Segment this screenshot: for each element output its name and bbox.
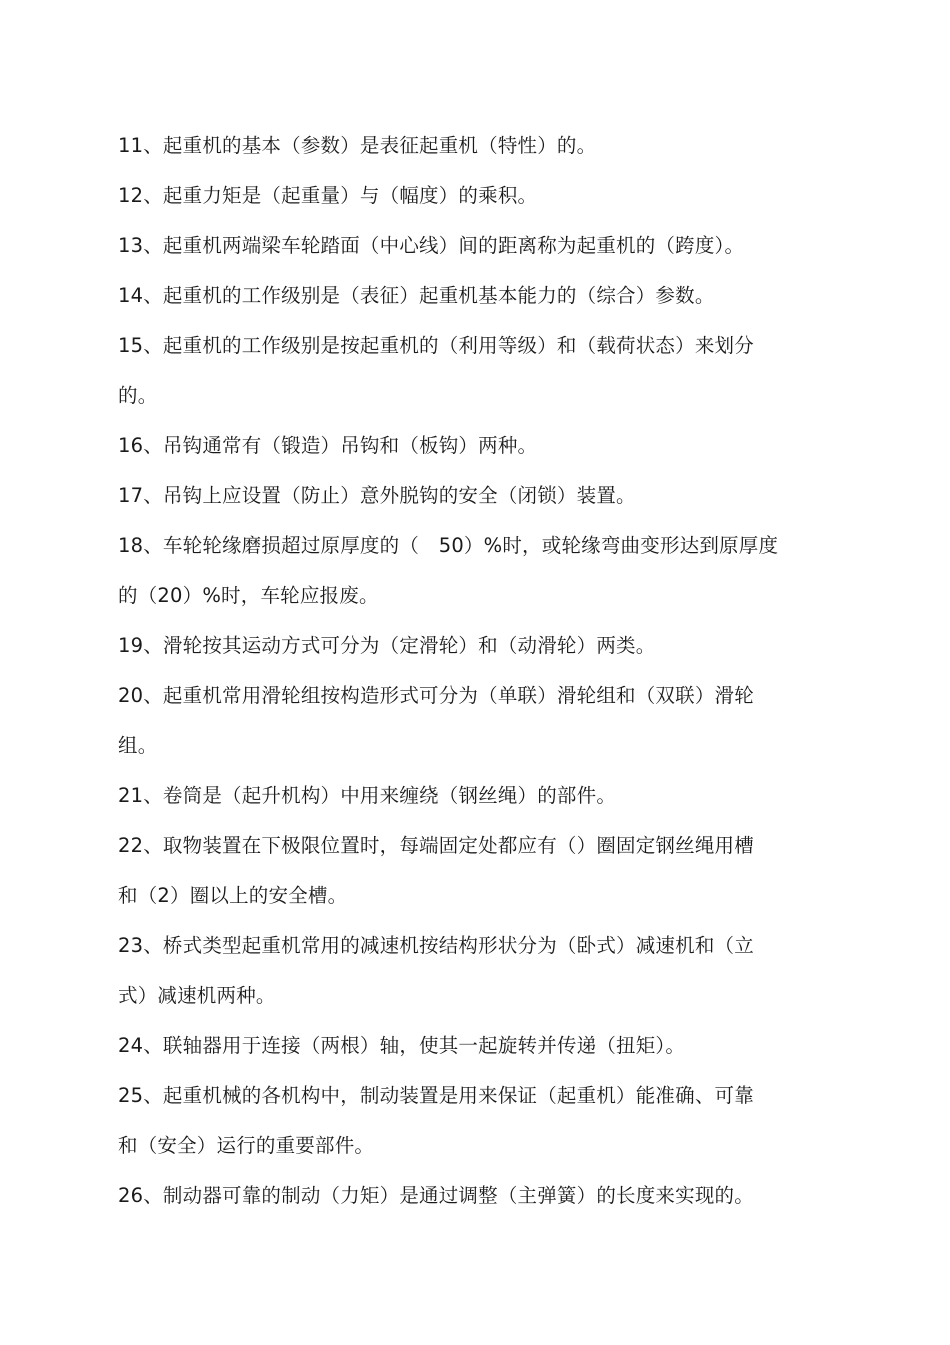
text-line: 16、吊钩通常有（锻造）吊钩和（板钩）两种。 [118, 434, 538, 457]
text-line: 和（安全）运行的重要部件。 [118, 1134, 375, 1157]
text-line: 式）减速机两种。 [118, 984, 276, 1007]
text-line: 20、起重机常用滑轮组按构造形式可分为（单联）滑轮组和（双联）滑轮 [118, 684, 754, 707]
text-line: 18、车轮轮缘磨损超过原厚度的（ 50）%时，或轮缘弯曲变形达到原厚度 [118, 534, 779, 557]
text-line: 的（20）%时，车轮应报废。 [118, 584, 379, 607]
text-line: 19、滑轮按其运动方式可分为（定滑轮）和（动滑轮）两类。 [118, 634, 656, 657]
text-line: 和（2）圈以上的安全槽。 [118, 884, 348, 907]
text-line: 17、吊钩上应设置（防止）意外脱钩的安全（闭锁）装置。 [118, 484, 636, 507]
text-line: 14、起重机的工作级别是（表征）起重机基本能力的（综合）参数。 [118, 284, 715, 307]
document-body [118, 121, 818, 1221]
text-line: 组。 [118, 734, 158, 757]
text-line: 25、起重机械的各机构中，制动装置是用来保证（起重机）能准确、可靠 [118, 1084, 754, 1107]
text-line: 13、起重机两端梁车轮踏面（中心线）间的距离称为起重机的（跨度）。 [118, 234, 745, 257]
text-line: 的。 [118, 384, 158, 407]
text-line: 12、起重力矩是（起重量）与（幅度）的乘积。 [118, 184, 538, 207]
text-line: 21、卷筒是（起升机构）中用来缠绕（钢丝绳）的部件。 [118, 784, 617, 807]
text-line: 15、起重机的工作级别是按起重机的（利用等级）和（载荷状态）来划分 [118, 334, 754, 357]
text-line: 24、联轴器用于连接（两根）轴，使其一起旋转并传递（扭矩）。 [118, 1034, 686, 1057]
text-line: 23、桥式类型起重机常用的减速机按结构形状分为（卧式）减速机和（立 [118, 934, 754, 957]
text-line: 11、起重机的基本（参数）是表征起重机（特性）的。 [118, 134, 597, 157]
text-line: 26、制动器可靠的制动（力矩）是通过调整（主弹簧）的长度来实现的。 [118, 1184, 754, 1207]
text-line: 22、取物装置在下极限位置时，每端固定处都应有（）圈固定钢丝绳用槽 [118, 834, 754, 857]
